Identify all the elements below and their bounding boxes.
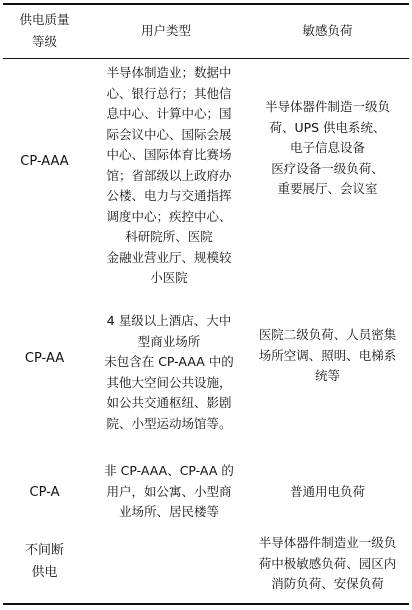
user-line: 非 CP-AAA、CP-AA 的 bbox=[104, 463, 234, 478]
user-line: 小医院 bbox=[150, 270, 188, 285]
user-line: 4 星级以上酒店、大中 bbox=[106, 313, 232, 328]
load-line: 荷、UPS 供电系统、 bbox=[269, 119, 386, 135]
user-line: 中心、国际体育比赛场 bbox=[106, 147, 232, 162]
header-grade-line-2: 等级 bbox=[31, 34, 57, 49]
row-grade-cp-aaa: CP-AAA bbox=[20, 154, 69, 169]
row-load-cp-aaa bbox=[246, 97, 409, 200]
user-line: 调度中心；疾控中心、 bbox=[106, 208, 232, 224]
user-line: 半导体制造业；数据中 bbox=[106, 65, 232, 80]
user-line: 心、银行总行；其他信 bbox=[106, 85, 232, 101]
user-line: 未包含在 CP-AAA 中的 bbox=[104, 354, 234, 369]
load-line: 消防负荷、安保负荷 bbox=[271, 576, 384, 591]
user-line: 业场所、居民楼等 bbox=[118, 504, 219, 519]
table-bottom-rule bbox=[3, 603, 409, 605]
user-line: 馆；省部级以上政府办 bbox=[106, 167, 232, 183]
load-line: 医疗设备一级负荷、 bbox=[271, 160, 384, 176]
load-line: 荷中极敏感负荷、园区内 bbox=[258, 555, 397, 571]
row-grade-cp-aa: CP-AA bbox=[24, 351, 65, 366]
load-line: 普通用电负荷 bbox=[289, 484, 365, 499]
load-line: 重要展厅、会议室 bbox=[277, 181, 378, 196]
row-load-cp-a bbox=[246, 482, 409, 503]
load-line: 电子信息设备 bbox=[289, 140, 365, 155]
row-grade-uninterrupted bbox=[3, 540, 86, 584]
row-user-type-cp-aaa bbox=[91, 63, 247, 289]
table-top-rule bbox=[3, 3, 409, 5]
user-line: 型商业场所 bbox=[137, 333, 201, 349]
header-grade-line-1: 供电质量 bbox=[19, 12, 70, 27]
load-line: 半导体器件制造业一级负 bbox=[258, 535, 397, 550]
user-line: 其他大空间公共设施， bbox=[106, 374, 232, 390]
user-line: 院、小型运动场馆等。 bbox=[106, 415, 232, 431]
user-line: 用户，如公寓、小型商 bbox=[106, 483, 232, 499]
user-line: 金融业营业厅、规模较 bbox=[106, 249, 232, 265]
header-grade bbox=[3, 9, 86, 53]
user-line: 公楼、电力与交通指挥 bbox=[106, 188, 232, 203]
grade-line: 不间断 bbox=[24, 543, 64, 558]
row-load-cp-aa bbox=[246, 325, 409, 387]
load-line: 场所空调、照明、电梯系 bbox=[258, 347, 397, 363]
load-line: 统等 bbox=[314, 368, 340, 383]
row-grade-cp-a: CP-A bbox=[29, 485, 60, 500]
header-user-type: 用户类型 bbox=[140, 23, 191, 38]
power-quality-table bbox=[3, 3, 409, 607]
load-line: 医院二级负荷、人员密集 bbox=[258, 327, 397, 342]
user-line: 如公共交通枢纽、影剧 bbox=[106, 395, 232, 410]
table-header-rule bbox=[3, 58, 409, 59]
row-user-type-cp-a bbox=[91, 461, 247, 523]
user-line: 息中心、计算中心；国 bbox=[106, 106, 232, 121]
row-user-type-cp-aa bbox=[91, 311, 247, 434]
load-line: 半导体器件制造一级负 bbox=[264, 99, 390, 114]
user-line: 际会议中心、国际会展 bbox=[106, 126, 232, 142]
row-load-uninterrupted bbox=[246, 533, 409, 595]
user-line: 科研院所、医院 bbox=[125, 229, 213, 244]
header-sensitive-load: 敏感负荷 bbox=[302, 23, 353, 38]
grade-line: 供电 bbox=[31, 565, 58, 580]
